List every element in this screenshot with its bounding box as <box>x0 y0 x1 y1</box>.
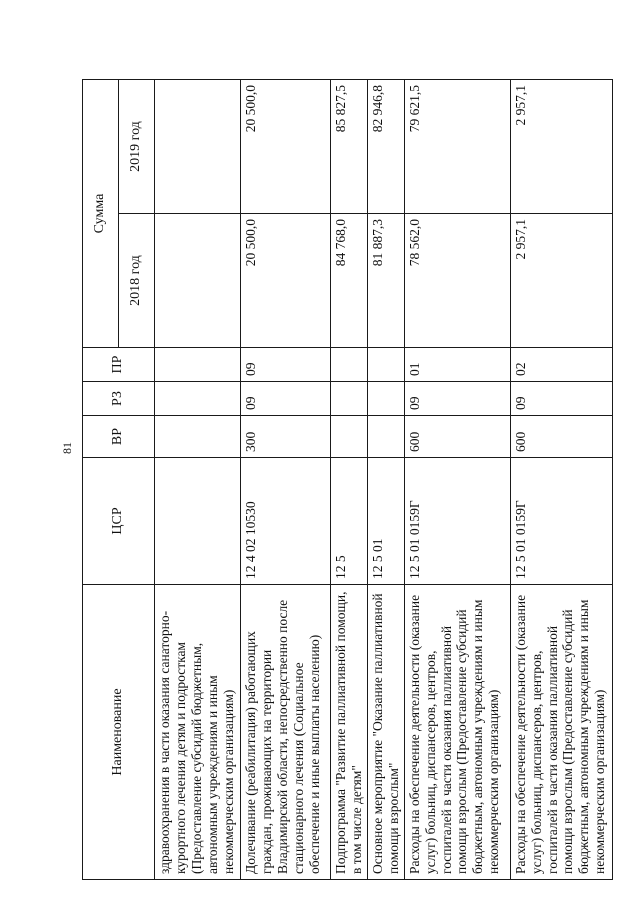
table-row <box>241 80 331 880</box>
row-name: здравоохранения в части оказания санаторно-курортного лечения детям и подросткам (Предоставление субсидий бюджетным, автономным учреждениям и иным некоммерческим организациям) <box>155 585 241 880</box>
row-vr: 600 <box>510 416 612 458</box>
table-row <box>404 80 510 880</box>
table-row <box>331 80 368 880</box>
row-sum-2019: 79 621,5 <box>404 80 510 214</box>
header-sum: Сумма <box>83 80 119 348</box>
row-pr: 09 <box>241 348 331 382</box>
row-csr: 12 5 01 <box>367 458 404 585</box>
row-vr <box>155 416 241 458</box>
table-row <box>510 80 612 880</box>
header-rz: РЗ <box>83 382 155 416</box>
header-csr: ЦСР <box>83 458 155 585</box>
row-rz: 09 <box>241 382 331 416</box>
budget-table <box>82 79 613 880</box>
row-name: Расходы на обеспечение деятельности (оказание услуг) больниц, диспансеров, центров, госпиталей в части оказания паллиативной помощи взрослым (Предоставление субсидий бюджетным, автономным учреждениям и иным некоммерческим организациям) <box>510 585 612 880</box>
table-row <box>367 80 404 880</box>
row-rz: 09 <box>404 382 510 416</box>
header-vr: ВР <box>83 416 155 458</box>
row-sum-2018: 2 957,1 <box>510 214 612 348</box>
row-sum-2019: 2 957,1 <box>510 80 612 214</box>
row-sum-2018: 84 768,0 <box>331 214 368 348</box>
row-pr <box>367 348 404 382</box>
row-vr <box>367 416 404 458</box>
row-rz <box>367 382 404 416</box>
header-name: Наименование <box>83 585 155 880</box>
row-pr: 01 <box>404 348 510 382</box>
row-vr <box>331 416 368 458</box>
row-sum-2018 <box>155 214 241 348</box>
row-sum-2019 <box>155 80 241 214</box>
row-sum-2019: 82 946,8 <box>367 80 404 214</box>
table-row <box>155 80 241 880</box>
row-name: Долечивание (реабилитация) работающих граждан, проживающих на территории Владимирской области, непосредственно после стационарного лечения (Социальное обеспечение и иные выплаты населению) <box>241 585 331 880</box>
row-sum-2018: 78 562,0 <box>404 214 510 348</box>
row-name: Подпрограмма "Развитие паллиативной помощи, в том числе детям" <box>331 585 368 880</box>
row-rz <box>331 382 368 416</box>
row-rz: 09 <box>510 382 612 416</box>
row-csr: 12 5 01 0159Г <box>404 458 510 585</box>
header-year-2019: 2019 год <box>119 80 155 214</box>
row-sum-2019: 85 827,5 <box>331 80 368 214</box>
row-sum-2019: 20 500,0 <box>241 80 331 214</box>
row-csr: 12 4 02 10530 <box>241 458 331 585</box>
row-sum-2018: 81 887,3 <box>367 214 404 348</box>
row-name: Расходы на обеспечение деятельности (оказание услуг) больниц, диспансеров, центров, госпиталей в части оказания паллиативной помощи взрослым (Предоставление субсидий бюджетным, автономным учреждениям и иным некоммерческим организациям) <box>404 585 510 880</box>
row-csr <box>155 458 241 585</box>
header-year-2018: 2018 год <box>119 214 155 348</box>
row-csr: 12 5 <box>331 458 368 585</box>
row-sum-2018: 20 500,0 <box>241 214 331 348</box>
row-vr: 600 <box>404 416 510 458</box>
row-pr <box>331 348 368 382</box>
row-csr: 12 5 01 0159Г <box>510 458 612 585</box>
row-vr: 300 <box>241 416 331 458</box>
page-number: 81 <box>60 442 74 454</box>
row-pr: 02 <box>510 348 612 382</box>
budget-table-container <box>82 80 610 880</box>
row-name: Основное мероприятие "Оказание паллиативной помощи взрослым" <box>367 585 404 880</box>
header-pr: ПР <box>83 348 155 382</box>
row-rz <box>155 382 241 416</box>
row-pr <box>155 348 241 382</box>
